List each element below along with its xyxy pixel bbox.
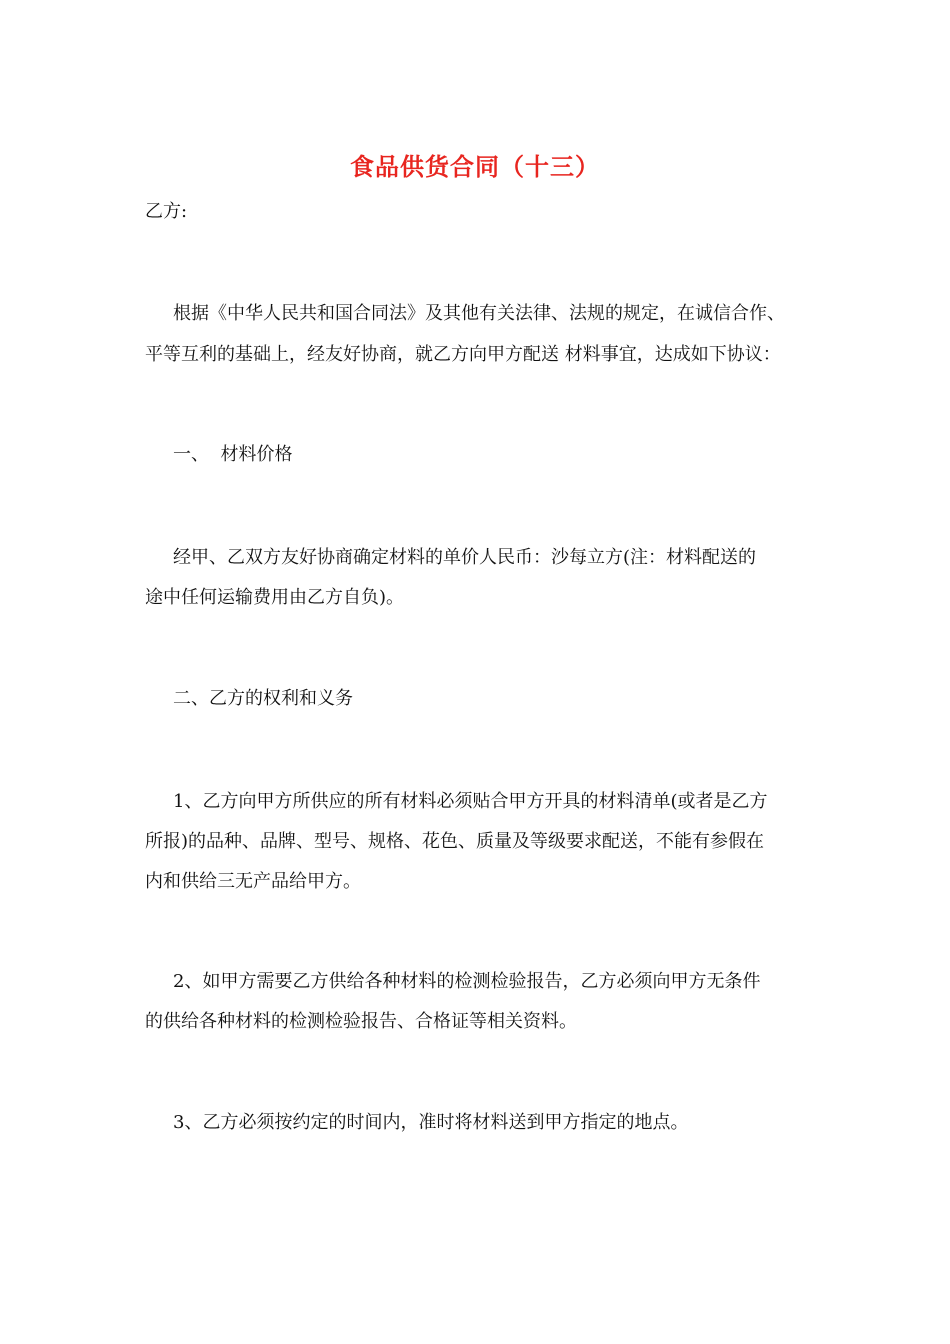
section-2-item-1-line-3: 内和供给三无产品给甲方。	[145, 871, 361, 892]
section-2-heading: 二、乙方的权利和义务	[173, 688, 353, 709]
party-b-label: 乙方:	[145, 201, 188, 222]
section-1-line-2: 途中任何运输费用由乙方自负)。	[145, 587, 405, 608]
intro-line-2: 平等互利的基础上，经友好协商，就乙方向甲方配送 材料事宜，达成如下协议：	[145, 344, 781, 365]
section-2-item-2-line-2: 的供给各种材料的检测检验报告、合格证等相关资料。	[145, 1011, 577, 1032]
section-2-item-2-line-1: 2、如甲方需要乙方供给各种材料的检测检验报告，乙方必须向甲方无条件	[173, 971, 761, 992]
section-2-item-3-line-1: 3、乙方必须按约定的时间内，准时将材料送到甲方指定的地点。	[173, 1112, 689, 1133]
section-2-item-1-line-1: 1、乙方向甲方所供应的所有材料必须贴合甲方开具的材料清单(或者是乙方	[173, 791, 768, 812]
intro-line-1: 根据《中华人民共和国合同法》及其他有关法律、法规的规定，在诚信合作、	[173, 303, 785, 324]
section-2-item-1-line-2: 所报)的品种、品牌、型号、规格、花色、质量及等级要求配送，不能有参假在	[145, 831, 765, 852]
document-title: 食品供货合同（十三）	[350, 152, 600, 181]
section-1-heading: 一、 材料价格	[173, 444, 293, 465]
section-1-line-1: 经甲、乙双方友好协商确定材料的单价人民币：沙每立方(注：材料配送的	[173, 547, 757, 568]
